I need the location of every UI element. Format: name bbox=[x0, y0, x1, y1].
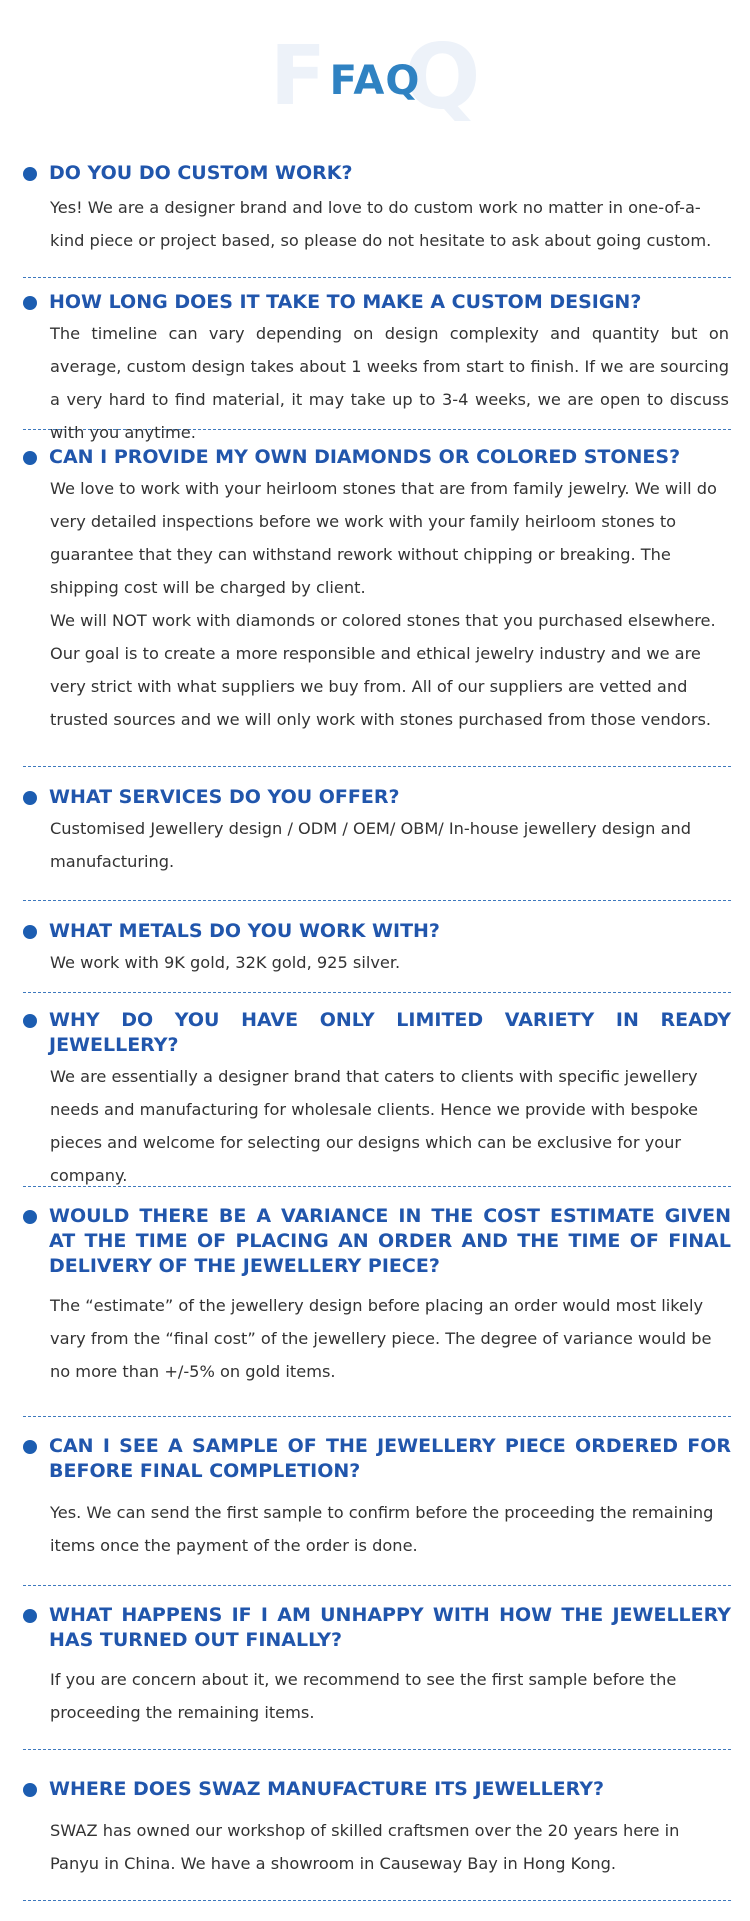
faq-answer bbox=[23, 810, 731, 878]
faq-question: WHAT HAPPENS IF I AM UNHAPPY WITH HOW THE JEWELLERY HAS TURNED OUT FINALLY? bbox=[49, 1604, 731, 1651]
faq-answer bbox=[23, 944, 731, 979]
faq-question: HOW LONG DOES IT TAKE TO MAKE A CUSTOM DESIGN? bbox=[49, 291, 642, 313]
answer-paragraph: SWAZ has owned our workshop of skilled craftsmen over the 20 years here in Panyu in China. We have a showroom in Causeway Bay in Hong Kong. bbox=[50, 1821, 680, 1873]
faq-question: WHY DO YOU HAVE ONLY LIMITED VARIETY IN READY JEWELLERY? bbox=[49, 1009, 731, 1056]
faq-item bbox=[23, 1586, 731, 1750]
bullet-icon bbox=[23, 296, 37, 310]
faq-answer bbox=[23, 1653, 731, 1729]
answer-paragraph: Customised Jewellery design / ODM / OEM/ OBM/ In-house jewellery design and manufacturing. bbox=[50, 819, 692, 871]
faq-item bbox=[23, 430, 731, 767]
faq-item bbox=[23, 150, 731, 278]
bullet-icon bbox=[23, 1014, 37, 1028]
faq-item bbox=[23, 1750, 731, 1901]
faq-item bbox=[23, 278, 731, 442]
bullet-icon bbox=[23, 1440, 37, 1454]
faq-answer bbox=[23, 1484, 731, 1562]
answer-paragraph: If you are concern about it, we recommend to see the first sample before the proceeding the remaining items. bbox=[50, 1670, 677, 1722]
answer-paragraph: We are essentially a designer brand that caters to clients with specific jewellery needs and manufacturing for wholesale clients. Hence we provide with bespoke pieces and welcome for selecting our designs which can be exclusive for your company. bbox=[50, 1067, 698, 1185]
page-title: FAQ bbox=[329, 58, 421, 104]
faq-header bbox=[0, 0, 750, 140]
answer-paragraph: We love to work with your heirloom stones that are from family jewelry. We will do very detailed inspections before we work with your family heirloom stones to guarantee that they can withstand rework without chipping or breaking. The shipping cost will be charged by client. bbox=[50, 479, 717, 597]
faq-question: CAN I PROVIDE MY OWN DIAMONDS OR COLORED STONES? bbox=[49, 446, 681, 468]
faq-list bbox=[23, 150, 731, 1901]
faq-question: WHAT METALS DO YOU WORK WITH? bbox=[49, 920, 440, 942]
faq-answer bbox=[23, 1058, 731, 1192]
faq-question: DO YOU DO CUSTOM WORK? bbox=[49, 162, 353, 184]
bullet-icon bbox=[23, 167, 37, 181]
faq-item bbox=[23, 1187, 731, 1417]
faq-question: WOULD THERE BE A VARIANCE IN THE COST ESTIMATE GIVEN AT THE TIME OF PLACING AN ORDER AND THE TIME OF FINAL DELIVERY OF THE JEWELLERY PIECE? bbox=[49, 1205, 731, 1277]
watermark-letter-f: F bbox=[270, 29, 327, 124]
bullet-icon bbox=[23, 451, 37, 465]
faq-item bbox=[23, 1417, 731, 1586]
answer-paragraph: We work with 9K gold, 32K gold, 925 silver. bbox=[50, 953, 401, 972]
answer-paragraph: The timeline can vary depending on design complexity and quantity but on average, custom design takes about 1 weeks from start to finish. If we are sourcing a very hard to find material, it may take up to 3-4 weeks, we are open to discuss with you anytime. bbox=[50, 324, 729, 442]
answer-paragraph: We will NOT work with diamonds or colored stones that you purchased elsewhere. Our goal is to create a more responsible and ethical jewelry industry and we are very strict with what suppliers we buy from. All of our suppliers are vetted and trusted sources and we will only work with stones purchased from those vendors. bbox=[50, 611, 716, 729]
answer-paragraph: Yes. We can send the first sample to confirm before the proceeding the remaining items once the payment of the order is done. bbox=[50, 1503, 714, 1555]
bullet-icon bbox=[23, 1609, 37, 1623]
faq-answer bbox=[23, 470, 731, 736]
bullet-icon bbox=[23, 791, 37, 805]
faq-item bbox=[23, 901, 731, 993]
faq-item bbox=[23, 993, 731, 1187]
bullet-icon bbox=[23, 1783, 37, 1797]
faq-question: WHERE DOES SWAZ MANUFACTURE ITS JEWELLERY? bbox=[49, 1778, 605, 1800]
faq-answer bbox=[23, 186, 731, 257]
faq-question: WHAT SERVICES DO YOU OFFER? bbox=[49, 786, 400, 808]
answer-paragraph: The “estimate” of the jewellery design before placing an order would most likely vary from the “final cost” of the jewellery piece. The degree of variance would be no more than +/-5% on gold items. bbox=[50, 1296, 712, 1381]
faq-item bbox=[23, 767, 731, 901]
faq-question: CAN I SEE A SAMPLE OF THE JEWELLERY PIECE ORDERED FOR BEFORE FINAL COMPLETION? bbox=[49, 1435, 731, 1482]
faq-answer bbox=[23, 1802, 731, 1880]
answer-paragraph: Yes! We are a designer brand and love to do custom work no matter in one-of-a-kind piece or project based, so please do not hesitate to ask about going custom. bbox=[50, 198, 712, 250]
bullet-icon bbox=[23, 925, 37, 939]
watermark-letter-q: Q bbox=[404, 25, 481, 130]
faq-answer bbox=[23, 315, 731, 449]
bullet-icon bbox=[23, 1210, 37, 1224]
faq-answer bbox=[23, 1279, 731, 1388]
